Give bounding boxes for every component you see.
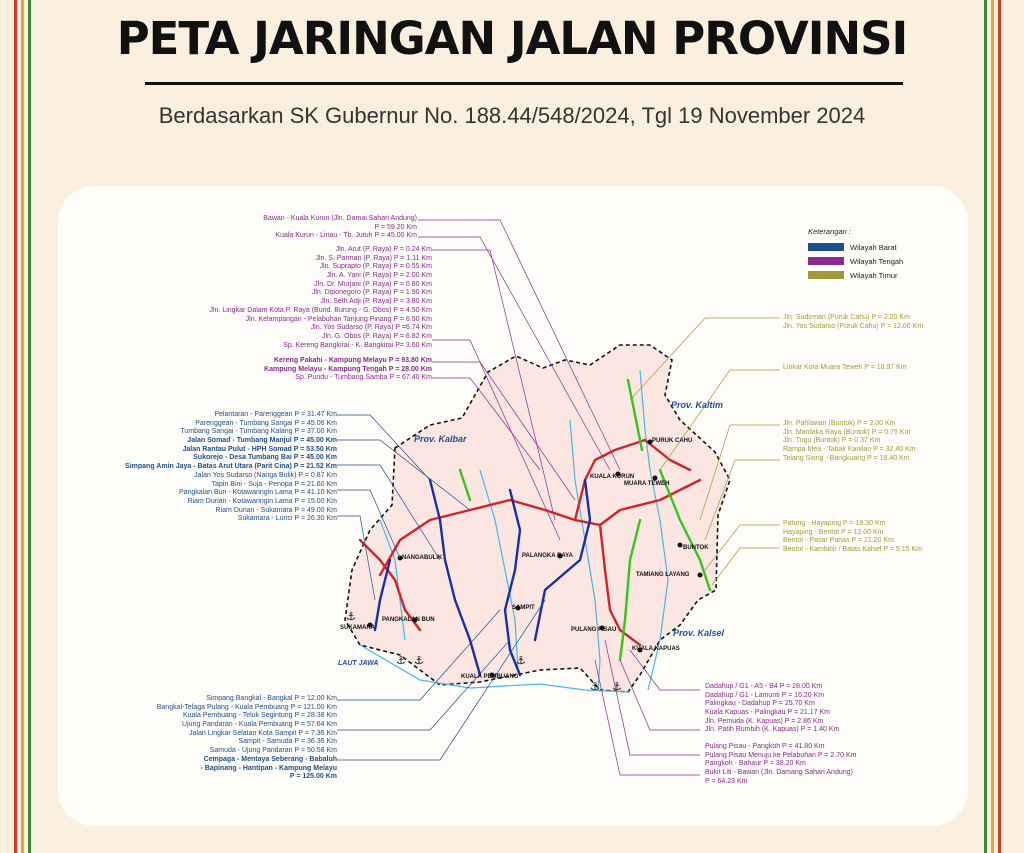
svg-text:⚓: ⚓ (414, 654, 424, 667)
labels-timur-top: Jln. Sudirman (Puruk Cahu) P = 2.20 Km Jln. Yos Sudarso (Puruk Cahu) P = 12.00 Km (783, 314, 924, 330)
labels-tengah-plain: Sp. Pundu - Tumbang Samba P = 67.40 Km (295, 374, 432, 381)
legend-item: Wilayah Tengah (808, 254, 903, 268)
labels-barat-left: Pelantaran - Parenggean P = 31.47 Km Parenggean - Tumbang Sangai P = 45.06 Km Tumbang Sangai - Tumbang Kalang P = 37.00 Km Jalan Somad - Tumbang Manjul P = 45.00 Km Jalan Rantau Pulut - HPH Somad P = 53.50 Km Sukorejo - Desa Tumbang Bai P = 45.00 Km Simpang Amin Jaya - Batas Arut Utara (Parit Cina) P = 21.52 Km Jalan Yos Sudarso (Nanga Bulik) P = 0.87 Km Tapin Bini - Suja - Penopa P = 21.60 Km Pangkalan Bun - Kotawaringin Lama P = 41.10 Km Riam Durian - Kotawaringin Lama P = 15.00 Km Riam Durian - Sukamara P = 49.00 Km Sukamara - Lunci P = 26.30 Km (125, 411, 337, 523)
city-muara-teweh: MUARA TEWEH (624, 481, 670, 487)
labels-timur-patung: Patung - Hayaping P = 18.30 Km Hayaping - Bentot P = 12.00 Km Bentot - Pasar Panas P = 21.20 Km Bentot - Kambitin / Batas Kalsel P = 5.15 Km (783, 520, 922, 554)
city-pulang-pisau: PULANG PISAU (571, 627, 617, 633)
labels-tengah-top: Bawan - Kuala Kurun (Jln. Damai Sahari Andung) P = 59.20 Km Kuala Kurun - Linau - Tb. Jutuh P = 45.00 Km (263, 215, 417, 240)
legend-title: Keterangan : (808, 227, 851, 236)
city-palangka-raya: PALANGKA RAYA (522, 553, 573, 559)
city-sukamara: SUKAMARA (340, 625, 375, 631)
labels-tengah-pulang: Pulang Pisau - Pangkoh P = 41.80 Km Pulang Pisau Menuju ke Pelabuhan P = 2.70 Km Pangkoh - Bahaur P = 38.20 Km Bukit Liti - Bawan (Jln. Damang Sahari Andung) P = 64.23 Km (705, 743, 857, 785)
city-buntok: BUNTOK (683, 545, 709, 551)
city-puruk-cahu: PURUK CAHU (652, 438, 693, 444)
legend-item: Wilayah Barat (808, 240, 903, 254)
label-prov-kalbar: Prov. Kalbar (414, 434, 467, 444)
label-prov-kaltim: Prov. Kaltim (671, 400, 724, 410)
labels-timur-buntok: Jln. Pahlawan (Buntok) P = 2.00 Km Jln. Mardaka Raya (Buntok) P = 0.75 Km Jln. Tugu (Buntok) P = 0.37 Km Rampa Mea - Tabak Kanilan P = 32.40 Km Telang Siong - Bangkuang P = 18.40 Km (783, 420, 916, 462)
svg-text:⚓: ⚓ (590, 680, 600, 693)
city-nangabulik: NANGABULIK (402, 555, 443, 561)
city-kuala-pembuang: KUALA PEMBUANG (461, 674, 519, 680)
labels-tengah-palangka: Jln. Arut (P. Raya) P = 0.24 Km Jln. S. Parman (P. Raya) P = 1.11 Km Jln. Suprapto (P. Raya) P = 0.55 Km Jln. A. Yani (P. Raya) P = 2.00 Km Jln. Dr. Murjani (P. Raya) P = 0.80 Km Jln. Diponegoro (P. Raya) P = 1.90 Km Jln. Seth Adji (P. Raya) P = 3.80 Km Jln. Lingkar Dalam Kota P. Raya (Bund. Burung - G. Obos) P = 4.50 Km Jln. Kelampangan - Pelabuhan Tanjung Pinang P = 6.50 Km Jln. Yos Sudarso (P. Raya) P =6.74 Km Jln. G. Obos (P. Raya) P = 6.82 Km Sp. Kereng Bangkirai - K. Bangkirai P= 3.60 Km (209, 246, 432, 349)
city-kuala-kurun: KUALA KURUN (590, 474, 635, 480)
city-tamiang-layang: TAMIANG LAYANG (636, 572, 690, 578)
province-boundary (345, 345, 730, 692)
city-kuala-kapuas: KUALA KAPUAS (632, 646, 680, 652)
labels-timur-muara: Linkar Kota Muara Teweh P = 10.97 Km (783, 364, 907, 371)
page-title: PETA JARINGAN JALAN PROVINSI (116, 12, 908, 65)
city-sampit: SAMPIT (512, 605, 535, 611)
page-subtitle: Berdasarkan SK Gubernur No. 188.44/548/2024, Tgl 19 November 2024 (158, 103, 866, 128)
map-legend (808, 227, 903, 282)
svg-text:⚓: ⚓ (516, 654, 526, 667)
legend-item: Wilayah Timur (808, 268, 903, 282)
label-laut-jawa: LAUT JAWA (338, 660, 379, 667)
svg-text:⚓: ⚓ (612, 680, 622, 693)
labels-barat-bottom: Simpang Bangkal - Bangkal P = 12.00 Km Bangkal-Telaga Pulang - Kuala Pembuang P = 121.00 Km Kuala Pembuang - Teluk Segintung P = 28.38 Km Ujung Pandaran - Kuala Pembuang P = 57.64 Km Jalan Lingkar Selatan Kota Sampit P = 7.36 Km Sampit - Samuda P = 36.36 Km Samuda - Ujung Pandaran P = 50.58 Km Cempaga - Mentaya Seberang - Babaluh - Bapinang - Hantipan - Kampung Melayu P = 125.00 Km (156, 695, 337, 781)
svg-text:⚓: ⚓ (396, 654, 406, 667)
svg-text:⚓: ⚓ (346, 610, 356, 623)
label-prov-kalsel: Prov. Kalsel (673, 628, 725, 638)
labels-tengah-bold: Kereng Pakahi - Kampung Melayu P = 93.80 Km Kampung Melayu - Kampung Tengah P = 28.00 Km (264, 357, 432, 373)
labels-tengah-bottom: Dadahup / G1 - A5 - B4 P = 28.00 Km Dadahup / G1 - Lamunti P = 16.20 Km Palingkau - Dadahup P = 25.70 Km Kuala Kapuas - Palingkau P = 21.17 Km Jln. Pemuda (K. Kapuas) P = 2.86 Km Jln. Patih Rumbih (K. Kapuas) P = 1.40 Km (705, 683, 840, 734)
city-pangkalan-bun: PANGKALAN BUN (382, 617, 435, 623)
